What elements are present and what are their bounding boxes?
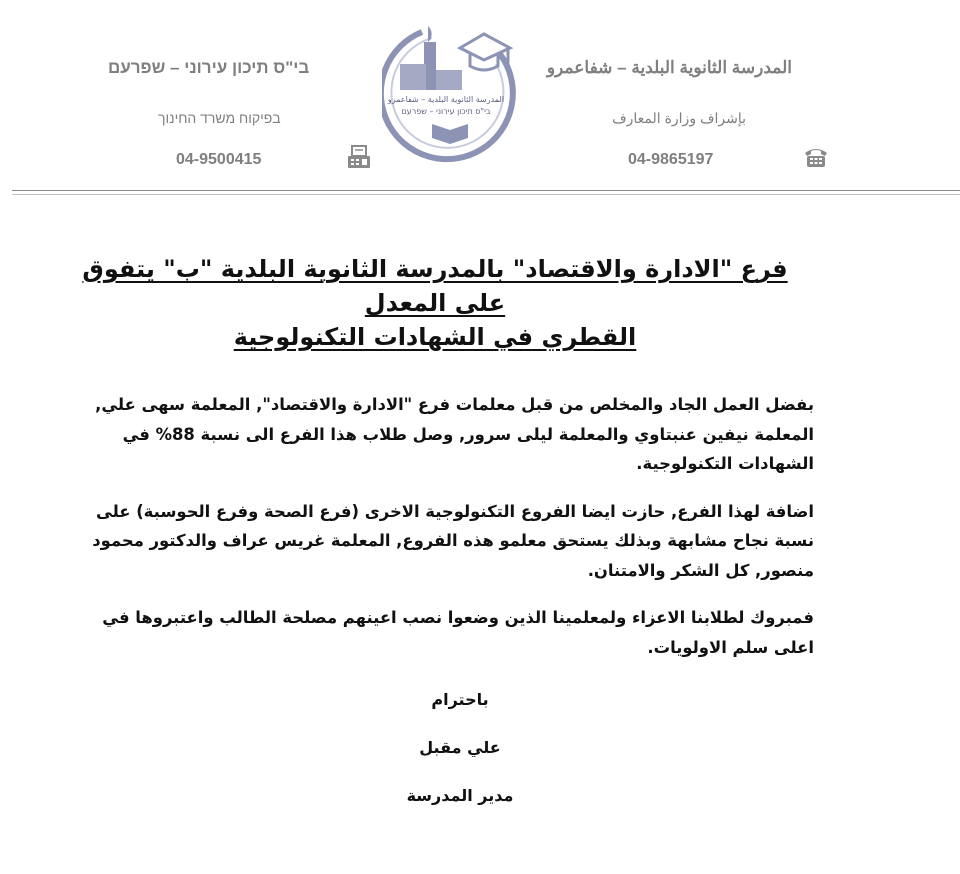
fax-icon	[346, 145, 372, 175]
hebrew-supervision-text: בפיקוח משרד החינוך	[158, 110, 281, 126]
body-paragraph-1: بفضل العمل الجاد والمخلص من قبل معلمات فرع "الادارة والاقتصاد", المعلمة سهى علي, المعلمة نيفين عنبتاوي والمعلمة ليلى سرور, وصل طلاب هذا الفرع الى نسبة 88% في الشهادات التكنولوجية.	[95, 395, 814, 473]
title-line-2: القطري في الشهادات التكنولوجية	[233, 323, 637, 351]
signature-name: علي مقبل	[419, 738, 501, 757]
signature-closing: باحترام	[431, 690, 489, 709]
logo-hebrew-text: בי"ס תיכון עירוני – שפרעם	[401, 107, 491, 116]
title-line-1: فرع "الادارة والاقتصاد" بالمدرسة الثانوية البلدية "ب" يتفوق على المعدل	[82, 255, 788, 317]
letter-body	[92, 390, 814, 680]
school-logo	[382, 20, 522, 184]
document-title	[60, 252, 810, 354]
header-divider-secondary	[12, 194, 960, 195]
signature-position: مدير المدرسة	[406, 786, 514, 805]
arabic-school-name: المدرسة الثانوية البلدية – شفاعمرو	[546, 58, 792, 77]
telephone-icon	[803, 146, 829, 172]
arabic-supervision-text: بإشراف وزارة المعارف	[612, 110, 746, 126]
arabic-phone-number: 04-9865197	[628, 151, 714, 168]
hebrew-school-name: בי"ס תיכון עירוני – שפרעם	[108, 58, 310, 77]
body-paragraph-3: فمبروك لطلابنا الاعزاء ولمعلمينا الذين وضعوا نصب اعينهم مصلحة الطالب واعتبروها في اعلى سلم الاولويات.	[102, 608, 814, 657]
header-divider	[12, 190, 960, 191]
hebrew-fax-number: 04-9500415	[176, 151, 262, 168]
logo-arabic-text: المدرسة الثانوية البلدية – شفاعمرو	[387, 95, 505, 104]
body-paragraph-2: اضافة لهذا الفرع, حازت ايضا الفروع التكنولوجية الاخرى (فرع الصحة وفرع الحوسبة) على نسبة نجاح مشابهة وبذلك يستحق معلمو هذه الفروع, المعلمة غريس عراف والدكتور محمود منصور, كل الشكر والامتنان.	[92, 501, 814, 580]
